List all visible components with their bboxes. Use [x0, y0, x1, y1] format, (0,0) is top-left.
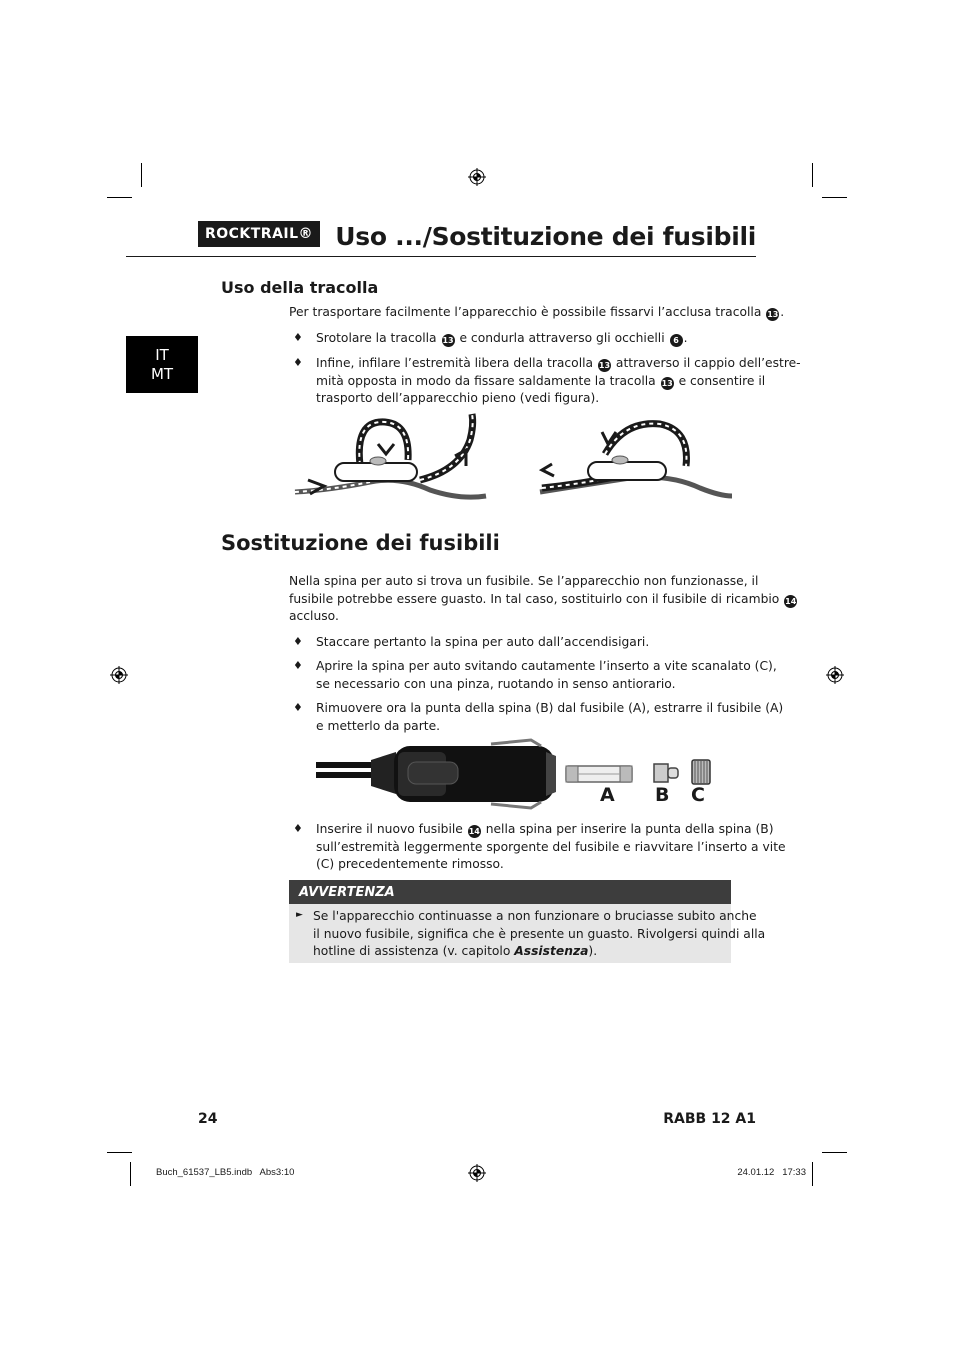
crop-mark	[822, 1152, 847, 1153]
part-number-badge: 13	[661, 378, 673, 388]
section-heading-fuses: Sostituzione dei fusibili	[221, 531, 500, 555]
list-item: Aprire la spina per auto svitando cautamente l’inserto a vite scanalato (C), se necessario con una pinza, ruotando in senso antiorario.	[316, 659, 777, 691]
screw-insert-label-c: C	[691, 784, 705, 806]
print-slug-file: Buch_61537_LB5.indb Abs3:10	[156, 1167, 295, 1178]
bullet-icon: ♦	[293, 331, 303, 344]
brand-logo: ROCKTRAIL®	[198, 221, 320, 247]
bullet-icon: ♦	[293, 659, 303, 672]
plug-tip-label-b: B	[655, 784, 670, 806]
language-tab	[126, 336, 198, 393]
fuses-intro: Nella spina per auto si trova un fusibile. Se l’apparecchio non funzionasse, il fusibile potrebbe essere guasto. In tal caso, sostituirlo con il fusibile di ricambio 14 accluso.	[289, 574, 797, 623]
crop-mark	[812, 163, 813, 187]
part-number-badge: 14	[468, 827, 480, 836]
registration-mark-icon	[468, 1164, 486, 1182]
fuse-label-a: A	[600, 784, 615, 806]
strap-illustration	[290, 410, 736, 502]
bullet-icon: ♦	[293, 356, 303, 369]
list-item: Staccare pertanto la spina per auto dall’accendisigari.	[316, 635, 650, 649]
print-slug-date: 24.01.12 17:33	[737, 1167, 806, 1178]
page-number: 24	[198, 1111, 218, 1127]
bullet-icon: ♦	[293, 635, 303, 648]
registration-mark-icon	[468, 168, 486, 186]
part-number-badge: 14	[785, 596, 797, 606]
warning-text: Se l'apparecchio continuasse a non funzionare o bruciasse subito anche il nuovo fusibile, significa che è presente un guasto. Rivolgersi quindi alla hotline di assistenza (v. capitolo Assistenza).	[313, 909, 766, 958]
part-number-badge: 6	[670, 334, 683, 347]
part-number-badge: 13	[442, 336, 454, 345]
list-item: Rimuovere ora la punta della spina (B) dal fusibile (A), estrarre il fusibile (A) e metterlo da parte.	[316, 701, 784, 733]
model-number: RABB 12 A1	[663, 1111, 756, 1127]
page-title: Uso .../Sostituzione dei fusibili	[335, 222, 756, 251]
part-number-badge: 13	[767, 310, 779, 319]
strap-intro: Per trasportare facilmente l’apparecchio è possibile fissarvi l’acclusa tracolla 13 .	[289, 305, 785, 319]
section-heading-strap: Uso della tracolla	[221, 278, 379, 297]
crop-mark	[130, 1162, 131, 1186]
registration-mark-icon	[826, 666, 844, 684]
registration-mark-icon	[110, 666, 128, 684]
crop-mark	[141, 163, 142, 187]
crop-mark	[812, 1162, 813, 1186]
bullet-icon: ♦	[293, 822, 303, 835]
part-number-badge: 13	[598, 361, 611, 370]
list-item: Infine, infilare l’estremità libera della tracolla 13 attraverso il cappio dell’estre- mità opposta in modo da fissare saldamente la tracolla 13 e consentire il trasporto dell’apparecchio pieno (vedi figura).	[316, 356, 801, 405]
language-code-mt: MT	[150, 364, 174, 383]
list-item: Srotolare la tracolla 13 e condurla attraverso gli occhielli 6 .	[316, 331, 688, 345]
crop-mark	[822, 197, 847, 198]
crop-mark	[107, 197, 132, 198]
list-item: Inserire il nuovo fusibile 14 nella spina per inserire la punta della spina (B) sull’estremità leggermente sporgente del fusibile e riavvitare l’inserto a vite (C) precedentemente rimosso.	[316, 822, 786, 871]
header-divider	[126, 256, 756, 257]
language-code-it: IT	[155, 345, 169, 364]
arrow-icon: ►	[296, 910, 303, 920]
bullet-icon: ♦	[293, 701, 303, 714]
warning-title: AVVERTENZA	[289, 880, 731, 904]
crop-mark	[107, 1152, 132, 1153]
